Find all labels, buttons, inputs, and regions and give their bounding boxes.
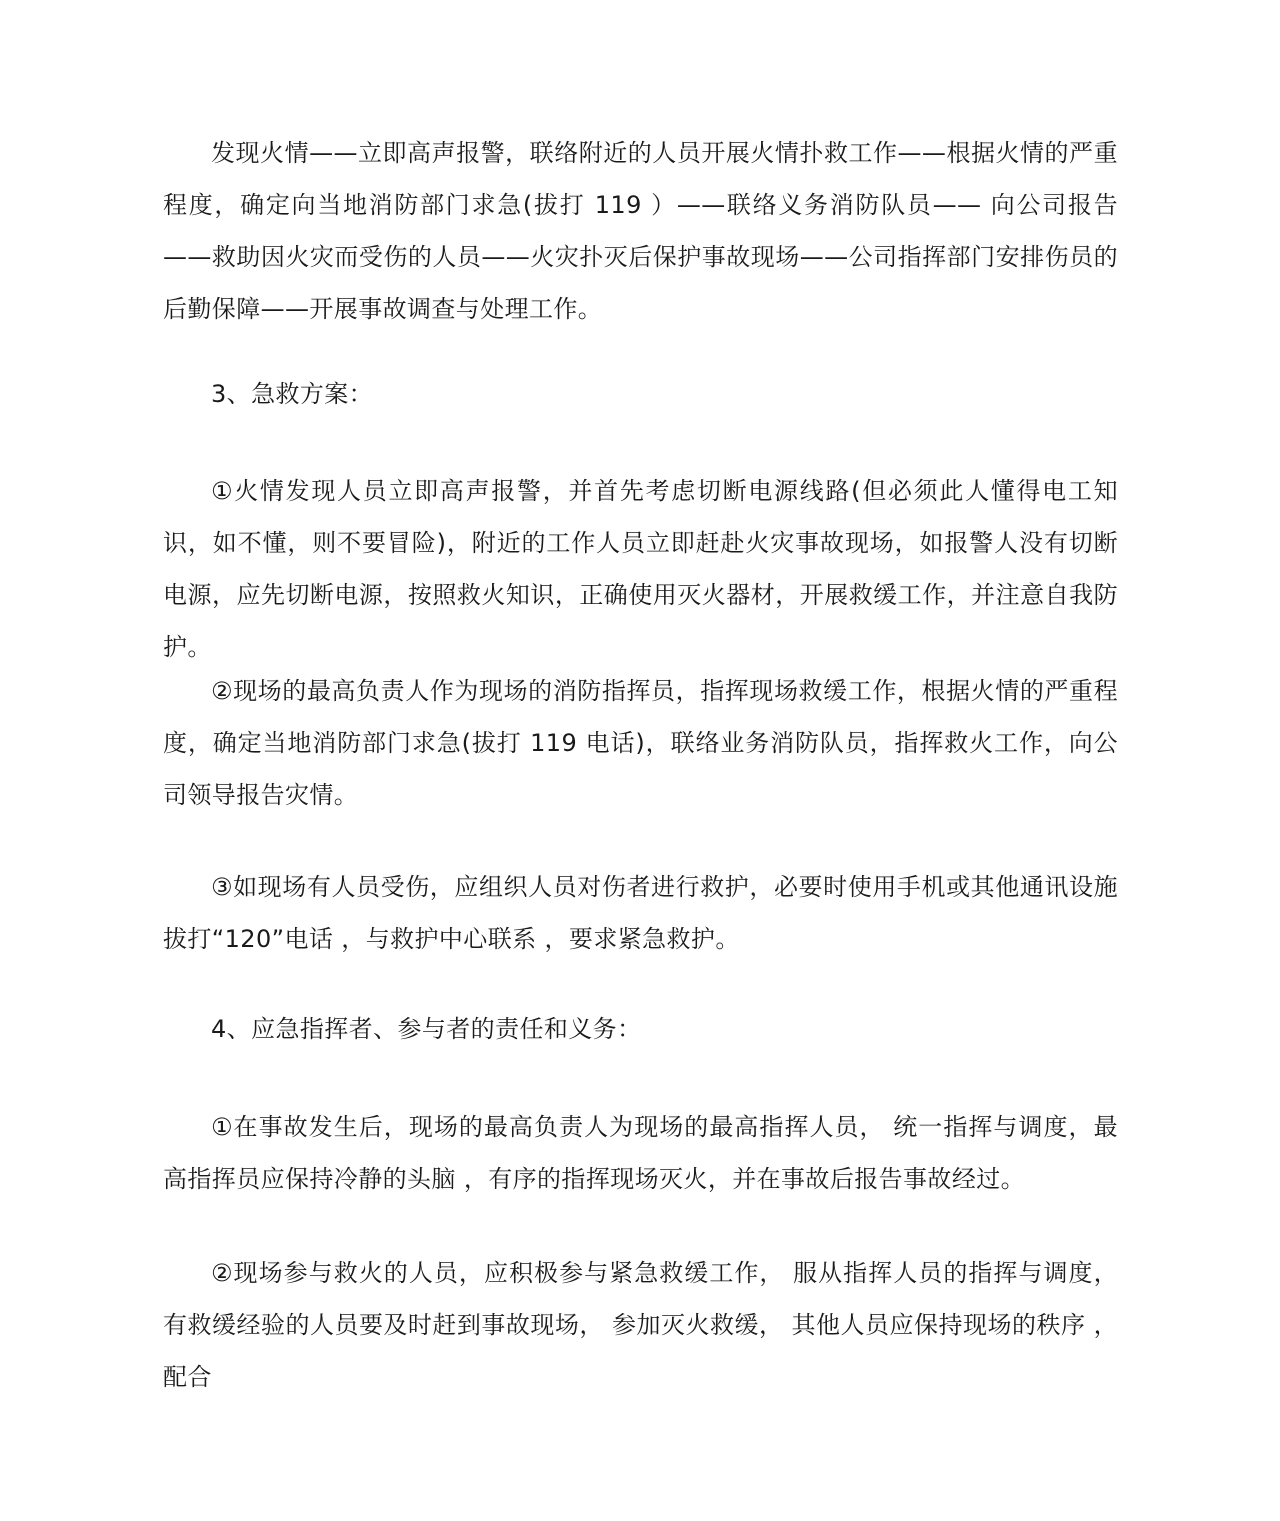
paragraph-aid-step-2: ②现场的最高负责人作为现场的消防指挥员，指挥现场救缓工作，根据火情的严重程度，确定当地消防部门求急(拔打 119 电话)，联络业务消防队员，指挥救火工作，向公司领导报告灾情。 — [163, 677, 1118, 809]
paragraph-duty-2: ②现场参与救火的人员，应积极参与紧急救缓工作， 服从指挥人员的指挥与调度，有救缓经验的人员要及时赶到事故现场， 参加灭火救缓， 其他人员应保持现场的秩序 ，配合 — [163, 1259, 1118, 1391]
heading-first-aid-plan: 3、急救方案： — [211, 380, 374, 408]
paragraph-aid-step-1: ①火情发现人员立即高声报警，并首先考虑切断电源线路(但必须此人懂得电工知识，如不懂，则不要冒险)，附近的工作人员立即赶赴火灾事故现场，如报警人没有切断电源，应先切断电源，按照救火知识，正确使用灭火器材，开展救缓工作，并注意自我防护。 — [163, 477, 1118, 661]
paragraph-fire-procedure: 发现火情——立即高声报警，联络附近的人员开展火情扑救工作——根据火情的严重程度，确定向当地消防部门求急(拔打 119 ）——联络义务消防队员—— 向公司报告——救助因火灾而受伤的人员——火灾扑灭后保护事故现场——公司指挥部门安排伤员的后勤保障——开展事故调查与处理工作。 — [163, 139, 1118, 323]
paragraph-aid-step-3: ③如现场有人员受伤，应组织人员对伤者进行救护，必要时使用手机或其他通讯设施拔打“120”电话 ，与救护中心联系 ，要求紧急救护。 — [163, 873, 1118, 953]
paragraph-duty-1: ①在事故发生后，现场的最高负责人为现场的最高指挥人员， 统一指挥与调度，最高指挥员应保持冷静的头脑 ，有序的指挥现场灭火，并在事故后报告事故经过。 — [163, 1113, 1118, 1193]
heading-responsibilities: 4、应急指挥者、参与者的责任和义务： — [211, 1015, 642, 1043]
